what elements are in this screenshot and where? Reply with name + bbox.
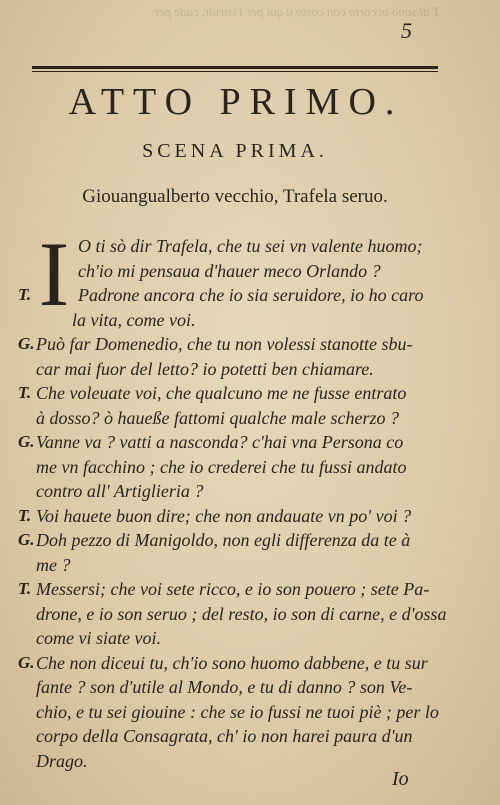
dialogue-line (0, 430, 470, 454)
dialogue-text: Voi hauete buon dire; che non andauate vn po' voi ? (36, 505, 412, 526)
dialogue-text: ch'io mi pensaua d'hauer meco Orlando ? (78, 260, 381, 281)
dialogue-line (0, 675, 470, 699)
speaker-label: G. (18, 334, 35, 353)
dialogue-line (0, 234, 470, 258)
scene-title: SCENA PRIMA. (142, 140, 328, 162)
drop-capital: I (38, 223, 70, 325)
dialogue-line (0, 406, 470, 430)
bleed-through-text: T al sono accorto con costo u qui per l'istruir, cade per (153, 4, 440, 19)
dialogue-text: Drago. (36, 750, 88, 771)
dialogue-line (0, 455, 470, 479)
dialogue-text: Che non diceui tu, ch'io sono huomo dabbene, e tu sur (36, 652, 428, 673)
speaker-label: T. (18, 285, 32, 304)
speaker-label: G. (18, 432, 35, 451)
speaker-label: G. (18, 530, 35, 549)
header-rule (32, 66, 438, 69)
dialogue-line (0, 381, 470, 405)
dialogue-text: Che voleuate voi, che qualcuno me ne fusse entrato (36, 383, 407, 403)
dialogue-line (0, 259, 470, 283)
dialogue-text: contro all' Artiglieria ? (36, 481, 204, 501)
dialogue-text: me vn facchino ; che io crederei che tu fussi andato (36, 456, 407, 477)
dialogue-line (0, 602, 470, 626)
dialogue-text: come vi siate voi. (36, 628, 161, 648)
speaker-label: T. (18, 579, 32, 598)
dialogue-text: car mai fuor del letto? io potetti ben chiamare. (36, 358, 374, 379)
dialogue-line (0, 283, 470, 307)
page-number: 5 (401, 18, 412, 43)
dialogue-text: fante ? son d'utile al Mondo, e tu di danno ? son Ve- (36, 677, 413, 697)
dialogue-line (0, 577, 470, 601)
dialogue-text: O ti sò dir Trafela, che tu sei vn valente huomo; (78, 236, 423, 256)
dialogue-text: Doh pezzo di Manigoldo, non egli differenza da te à (36, 530, 411, 550)
dialogue-line (0, 332, 470, 356)
speaker-label: T. (18, 383, 32, 402)
dialogue-line (0, 479, 470, 503)
dialogue-text: Messersi; che voi sete ricco, e io son pouero ; sete Pa- (36, 579, 430, 599)
speaker-label: G. (18, 652, 35, 672)
dialogue-text: me ? (36, 554, 71, 575)
dialogue-line (0, 504, 470, 528)
dialogue-line (0, 700, 470, 724)
dialogue-line (0, 308, 470, 332)
speaker-label: T. (18, 505, 32, 525)
dialogue-text: Padrone ancora che io sia seruidore, io ho caro (78, 285, 424, 305)
dialogue-text: chio, e tu sei giouine : che se io fussi ne tuoi piè ; per lo (36, 701, 439, 722)
dialogue-line (0, 724, 470, 748)
dialogue-text: la vita, come voi. (72, 309, 196, 330)
dialogue-line (0, 528, 470, 552)
signature-mark: Io (392, 768, 409, 790)
header-rule-thin (32, 71, 438, 72)
dialogue-text: Può far Domenedio, che tu non volessi stanotte sbu- (36, 334, 413, 354)
dialogue-line (0, 626, 470, 650)
dialogue-text: drone, e io son seruo ; del resto, io son di carne, e d'ossa (36, 603, 447, 624)
dialogue-text: Vanne va ? vatti a nasconda? c'hai vna Persona co (36, 432, 404, 452)
dialogue-text: à dosso? ò haueße fattomi qualche male scherzo ? (36, 407, 399, 428)
act-title: ATTO PRIMO. (68, 81, 404, 123)
characters-line: Giouangualberto vecchio, Trafela seruo. (82, 186, 388, 207)
dialogue-line (0, 651, 470, 675)
dialogue-line (0, 357, 470, 381)
dialogue-line (0, 553, 470, 577)
dialogue-text: corpo della Consagrata, ch' io non harei paura d'un (36, 726, 413, 746)
